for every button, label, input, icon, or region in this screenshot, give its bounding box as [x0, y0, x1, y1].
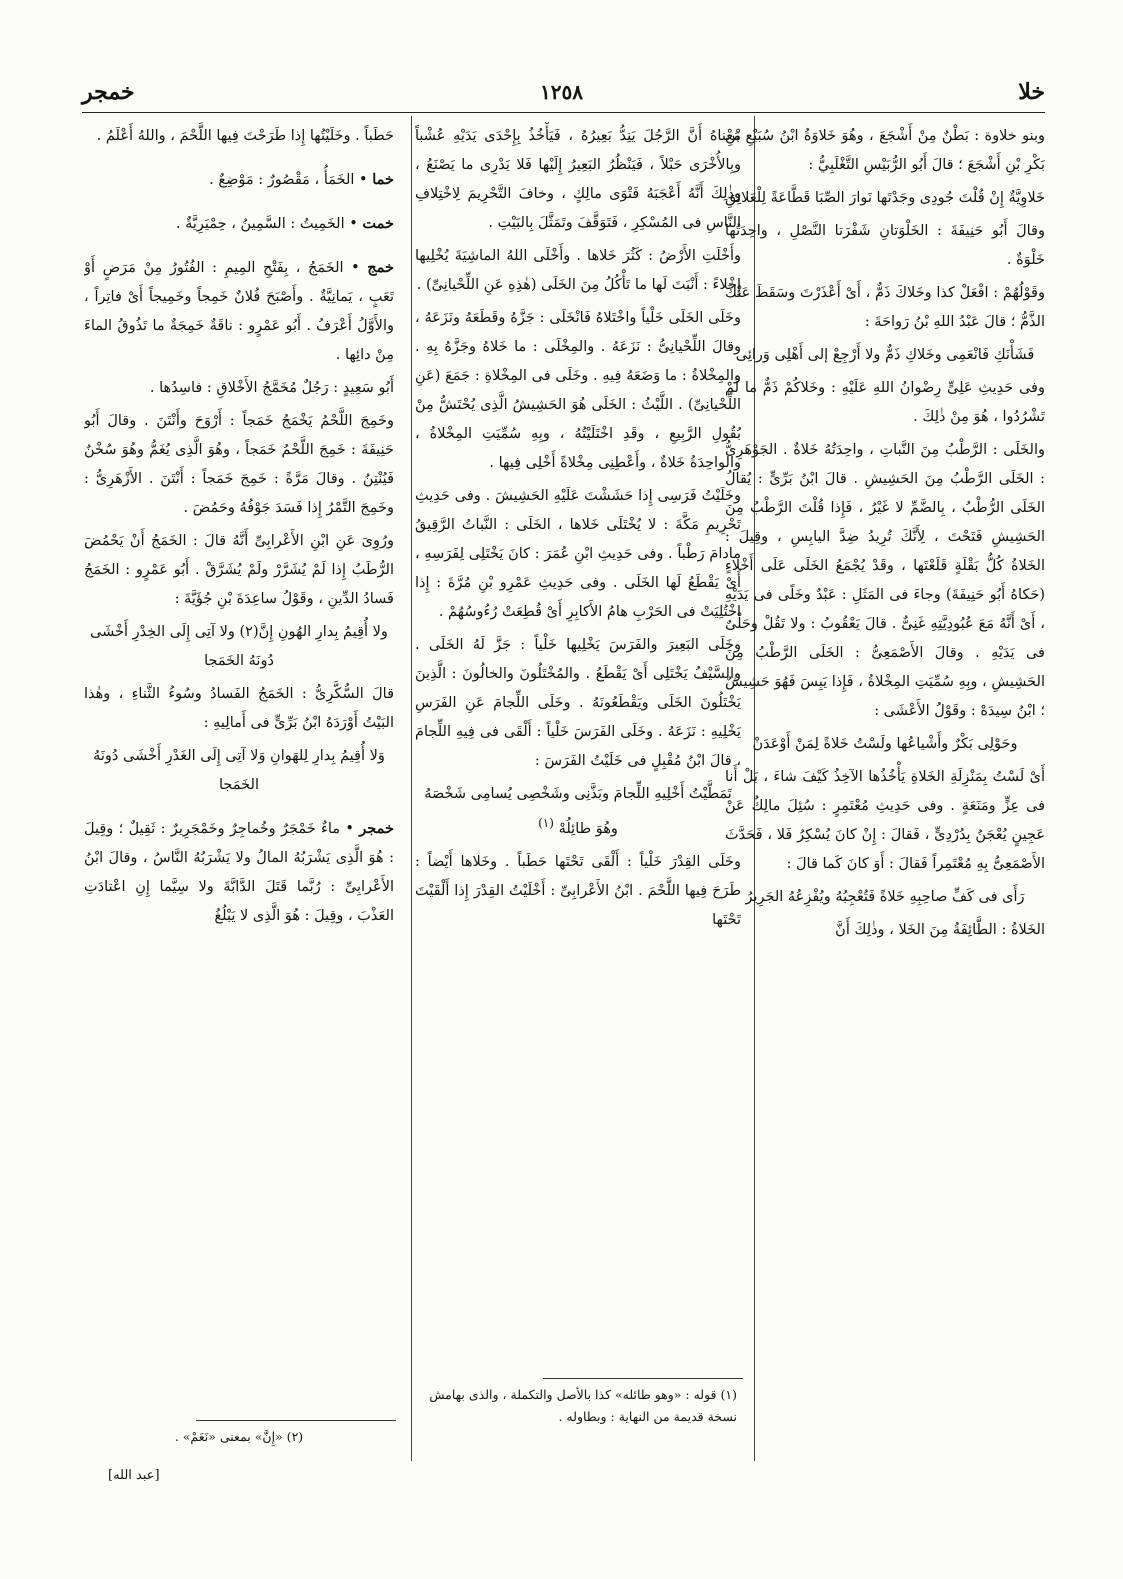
paragraph: وخَمِجَ اللَّحْمُ يَخْمَجُ خَمَجاً : أَرْوَحَ وأَنْتَنَ . وقالَ أَبُو حَنِيفَةَ : خَمِجَ اللَّحْمُ خَمَجاً ، وهُوَ الَّذِى يُغَمُّ وهُوَ سُخْنٌ فَيُنْتِنُ . وقالَ مَرَّةً : خَمِجَ خَمَجاً : أَنْتَنَ . الأَزْهَرِىُّ : وخَمِجَ التَّمْرُ إِذا فَسَدَ جَوْفُهُ وحَمُضَ . — [84, 413, 394, 516]
footnote-rule — [543, 1378, 743, 1379]
paragraph: حَطَباً . وخَلَيْتُها إِذا طَرَحْتَ فِيها اللَّحْمَ ، واللهُ أَعْلَمُ . — [96, 128, 394, 144]
dictionary-entry: خما • الخَمَأُ ، مَقْصُورٌ : مَوْضِعٌ . — [209, 171, 394, 188]
paragraph: وخَلَيْتُ فَرَسِى إِذا حَشَشْتَ عَلَيْهِ الحَشِيشَ . وفى حَدِيثِ تَحْرِيمِ مَكَّةَ : لا يُخْتَلَى خَلاها ، الخَلَى : النَّباتُ الرَّقِيقُ مادامَ رَطْباً . وفى حَدِيثِ ابْنِ عُمَرَ : كانَ يَخْتَلِى لِفَرَسِهِ ، أَىْ يَقْطَعُ لَها الخَلَى . وفى حَدِيثِ عَمْرِو بْنِ مُرَّةَ : إِذا اخْتُلِيَتْ فى الحَرْبِ هامُ الأَكابِرِ أَىْ قُطِعَتْ رُءُوسُهُمْ . — [415, 488, 741, 620]
column-left — [84, 122, 394, 1412]
paragraph: وبنو خلاوة : بَطْنٌ مِنْ أَشْجَعَ ، وهُوَ خَلاوَةُ ابْنُ سُبَيْعِ بْنِ بَكْرِ بْنِ أَشْجَعَ ؛ قالَ أَبُو الرُّبَيْسِ التَّغْلَبِيُّ : — [725, 128, 1045, 173]
column-divider-left — [411, 116, 412, 1461]
paragraph: مَعْناهُ أَنَّ الرَّجُلَ يَنِدُّ بَعِيرُهُ ، فَيَأْخُذُ بِإِحْدَى يَدَيْهِ عُشْباً وبِالأُخْرَى حَبْلاً ، فَيَنْظُرُ البَعِيرُ إِلَيْها فَلا يَدْرِى ما يَصْنَعُ ، وذٰلِكَ أَنَّهُ أَعْجَبَهُ فَتْوَى مالِكٍ ، وخافَ التَّحْرِيمَ لِاخْتِلافِ النَّاسِ فى المُسْكِرِ ، فَتَوَقَّفَ وتَمَثَّلَ بِالبَيْتِ . — [415, 128, 741, 231]
paragraph: أَبُو سَعِيدٍ : رَجُلٌ مُخَمَّجُ الأَخْلاقِ : فاسِدُها . — [149, 380, 394, 396]
editor-signature: [عبد الله] — [108, 1468, 160, 1483]
paragraph: وخَلَى البَعِيرَ والفَرَسَ يَخْلِيها خَلْياً : جَزَّ لَهُ الخَلَى . والسَّيْفُ يَخْتَلِى أَىْ يَقْطَعُ . والمُخْتَلُونَ والخالُونَ : الَّذِينَ يَخْتَلُونَ الخَلَى ويَقْطَعُونَهُ . وخَلَى اللِّجامَ عَنِ الفَرَسِ يَخْلِيهِ : نَزَعَهُ . وخَلَى الفَرَسَ خَلْياً : أَلْقَى فى فِيهِ اللِّجامَ ، قالَ ابْنُ مُقْبِلٍ فى خَلَيْتُ الفَرَسَ : — [415, 637, 741, 769]
verse-text: تَمَطَّيْتُ أَخْلِيهِ اللِّجامَ وبَذَّنِى وشَخْصِى يُسامِى شَخْصَهُ وهُوَ طائِلُهْ — [424, 786, 732, 837]
verse: ولا أُقِيمُ بِدارِ الهُونِ إِنَّ(٢) ولا آتِى إِلَى الخِدْرِ أَخْشَى دُونَهُ الخَمَجا — [90, 624, 388, 669]
column-right — [725, 122, 1045, 1462]
footnote: (١) قوله : «وهو طائله» كذا بالأصل والتكملة ، والذى بهامش نسخة قديمة من النهاية : وبطاوله . — [429, 1387, 737, 1424]
footnote: (٢) «إِنَّ» بمعنى «نَعَمْ» . — [174, 1429, 304, 1444]
verse: فَشَأْنَكِ فَانْعَمِى وخَلاكِ ذَمٌّ ولا أَرْجِعْ إلى أَهْلِى وَرائِى — [735, 347, 1035, 363]
entry-body: الخَمِيتُ : السَّمِينُ ، حِمْيَرِيَّةٌ . — [175, 216, 345, 232]
paragraph: وفى حَدِيثِ عَلِىٍّ رِضْوانُ اللهِ عَلَيْهِ : وخَلاكُمْ ذَمٌّ ما لَمْ تَشْرُدُوا ، هُوَ مِنْ ذٰلِكَ . — [725, 380, 1045, 425]
paragraph: ورُوِىَ عَنِ ابْنِ الأَعْرابِىِّ أَنَّهُ قالَ : الخَمَجُ أَنْ يَحْمُضَ الرُّطَبُ إِذا لَمْ يُشَرَّرْ ولَمْ يُشَرَّقْ . أَبُو عَمْرٍو : الخَمَجُ فَسادُ الدِّينِ ، وقَوْلُ ساعِدَةَ بْنِ جُؤَيَّةَ : — [84, 533, 394, 607]
verse: وَلا أُقِيمُ بِدارِ لِلهَوانِ وَلا آتِى إِلَى الغَدْرِ أَخْشَى دُونَهُ الخَمَجا — [93, 748, 385, 793]
paragraph: أَىْ لَسْتُ بِمَنْزِلَةِ الخَلاةِ يَأْخُذُها الآخِذُ كَيْفَ شاءَ ، بَلْ أَنا فى عِزٍّ ومَنَعَةٍ . وفى حَدِيثِ مُعْتَمِرٍ : سُئِلَ مالِكٌ عَنْ عَجِينٍ يُعْجَنُ بِدُرْدِىٍّ ، فَقالَ : إِنْ كانَ يُسْكِرُ فَلا ، فَحَدَّثَ الأَصْمَعِىُّ بِهِ مُعْتَمِراً فَقالَ : أَوَ كانَ كَما قالَ : — [725, 769, 1045, 872]
entry-body: ماءٌ خَمْجَرٌ وخُماجِرٌ وخَمْجَرِيرٌ : ثَقِيلٌ ؛ وقِيلَ : هُوَ الَّذِى يَشْرَبُهُ المالُ ولا يَشْرَبُهُ النَّاسُ ، وقالَ ابْنُ الأَعْرابِىِّ : رُبَّما قَتَلَ الدَّابَّةَ ولا سِيَّما إِنِ اعْتادَتِ العَذْبَ ، وقِيلَ : هُوَ الَّذِى لا يَبْلُغُ — [84, 821, 394, 924]
footnote-rule — [196, 1420, 396, 1421]
paragraph: وخَلَى الخَلَى خَلْياً واخْتَلاهُ فَانْخَلَى : جَزَّهُ وقَطَعَهُ ونَزَعَهُ ، وقالَ اللِّحْيانِىُّ : نَزَعَهُ . والمِخْلَى : ما خَلاهُ وجَزَّهُ بِهِ . والمِخْلاةُ : ما وَضَعَهُ فِيهِ . وخَلَى فى المِخْلاةِ : جَمَعَ (عَنِ اللِّحْيانِىِّ) . اللَّيْثُ : الخَلَى هُوَ الحَشِيشُ الَّذِى يُحْتَشُّ مِنْ بُقُولِ الرَّبِيعِ ، وقَدِ اخْتَلَيْتُهُ ، وبِهِ سُمِّيَتِ المِخْلاةُ ، والواحِدَةُ خَلاةٌ ، وأَعْطِنِى مِخْلاةً أَخْلِى فِيها . — [415, 310, 741, 471]
dictionary-entry: خمت • الخَمِيتُ : السَّمِينُ ، حِمْيَرِيَّةٌ . — [175, 215, 394, 232]
paragraph: وقَوْلُهُمْ : افْعَلْ كذا وخَلاكَ ذَمٌّ ، أَىْ أَعْذَرْتَ وسَقَطَ عَنْكَ الذَّمُّ ؛ قالَ عَبْدُ اللهِ بْنُ رَواحَةَ : — [725, 285, 1045, 330]
paragraph: قالَ السُّكَّرِىُّ : الخَمَجُ الفَسادُ وسُوءُ الثَّناءِ ، وهٰذا البَيْتُ أَوْرَدَهُ ابْنُ بَرِّىٍّ فى أَمالِيهِ : — [84, 686, 394, 731]
page-number: ١٢٥٨ — [540, 80, 583, 104]
header-rule — [82, 112, 1045, 113]
verse — [415, 780, 741, 844]
verse: خَلاوِيَّةٌ إِنْ قُلْتَ جُودِى وجَدْتَها نَوارَ الصِّبَا قَطَّاعَةً لِلْعَلائِقِ — [725, 190, 1045, 206]
verse: رَأَى فى كَفِّ صاحِبِهِ خَلاةً فَتُعْجِبُهُ ويُفْزِعُهُ الجَرِيرُ — [745, 889, 1025, 905]
entry-headword: خما — [372, 171, 394, 188]
verse: وحَوْلِى بَكْرٌ وأَشْياعُها ولَسْتُ خَلاةً لِمَنْ أَوْعَدَنْ — [752, 736, 1018, 752]
paragraph: والخَلَى : الرَّطْبُ مِنَ النَّباتِ ، واحِدَتُهُ خَلاةٌ . الجَوْهَرِىُّ : الخَلَى الرَّطْبُ مِنَ الحَشِيشِ . قالَ ابْنُ بَرِّىٍّ : يُقالُ الخَلَى الرُّطْبُ ، بِالضَّمِّ لا غَيْرُ ، فَإِذا قُلْتَ الرَّطْبُ مِنَ الحَشِيشِ فَتَحْتَ ، لِأَنَّكَ تُرِيدُ ضِدَّ اليابِسِ ، وقِيلَ : الخَلاةُ كُلُّ بَقْلَةٍ قَلَعْتَها ، وقَدْ يُجْمَعُ الخَلَى عَلَى أَخْلاءٍ (حَكاهُ أَبُو حَنِيفَةَ) وجاءَ فى المَثَلِ : عَبْدٌ وخَلًى فى يَدَيْهِ ، أَىْ أَنَّهُ مَعَ عُبُودِيَّتِهِ غَنِىٌّ . قالَ يَعْقُوبُ : ولا تَقُلْ وحَلْىٌ فى يَدَيْهِ . وقالَ الأَصْمَعِىُّ : الخَلَى الرَّطْبُ مِنَ الحَشِيشِ ، وبِهِ سُمِّيَتِ المِخْلاةُ ، فَإِذا يَبِسَ فَهُوَ حَشِيشٌ ؛ ابْنُ سِيدَهْ : وقَوْلُ الأَعْشَى : — [725, 442, 1045, 719]
dictionary-entry: خمجر • ماءٌ خَمْجَرٌ وخُماجِرٌ وخَمْجَرِيرٌ : ثَقِيلٌ ؛ وقِيلَ : هُوَ الَّذِى يَشْرَبُهُ المالُ ولا يَشْرَبُهُ النَّاسُ ، وقالَ ابْنُ الأَعْرابِىِّ : رُبَّما قَتَلَ الدَّابَّةَ ولا سِيَّما إِنِ اعْتادَتِ العَذْبَ ، وقِيلَ : هُوَ الَّذِى لا يَبْلُغُ — [84, 820, 394, 924]
paragraph: وخَلَى القِدْرَ خَلْياً : أَلْقَى تَحْتَها حَطَباً . وخَلاها أَيْضاً : طَرَحَ فِيها اللَّحْمَ . ابْنُ الأَعْرابِىِّ : أَخْلَيْتُ القِدْرَ إِذا أَلْقَيْتَ تَحْتَها — [415, 853, 741, 928]
column-middle — [415, 122, 741, 1372]
entry-headword: خمجر — [359, 820, 394, 837]
dictionary-entry: خمج • الخَمَجُ ، بِفَتْحِ المِيمِ : الفُتُورُ مِنْ مَرَضٍ أَوْ تَعَبٍ ، يَمانِيَّةٌ . وأَصْبَحَ فُلانٌ خَمِجاً وخَمِيجاً أَىْ فاتِراً ، والأَوَّلُ أَعْرَفُ . أَبُو عَمْرٍو : ناقَةٌ خَمِجَةٌ ما تَذُوقُ الماءَ مِنْ دائِها . — [84, 259, 394, 363]
footnote-marker: (١) — [538, 816, 554, 830]
paragraph: وقالَ أَبُو حَنِيفَةَ : الخَلْوَتانِ شَفْرَتا النَّصْلِ ، واحِدَتُها خَلْوَةٌ . — [725, 223, 1045, 268]
header-catchword-left: خمجر — [82, 79, 135, 105]
entry-headword: خمت — [362, 215, 394, 232]
entry-body: الخَمَأُ ، مَقْصُورٌ : مَوْضِعٌ . — [209, 172, 355, 188]
entry-body: الخَمَجُ ، بِفَتْحِ المِيمِ : الفُتُورُ مِنْ مَرَضٍ أَوْ تَعَبٍ ، يَمانِيَّةٌ . وأَصْبَحَ فُلانٌ خَمِجاً وخَمِيجاً أَىْ فاتِراً ، والأَوَّلُ أَعْرَفُ . أَبُو عَمْرٍو : ناقَةٌ خَمِجَةٌ ما تَذُوقُ الماءَ مِنْ دائِها . — [84, 260, 394, 363]
paragraph: الخَلاةُ : الطَّائِفَةُ مِنَ الخَلا ، وذٰلِكَ أَنَّ — [835, 922, 1045, 938]
paragraph: وأَخْلَتِ الأَرْضُ : كَثُرَ خَلاها . وأَخْلَى اللهُ الماشِيَةَ يُخْلِيها إِخْلاءً : أَنْبَتَ لَها ما تَأْكُلُ مِنَ الخَلَى (هٰذِهِ عَنِ اللِّحْيانِىِّ) . — [415, 248, 741, 293]
header-catchword-right: خلا — [1018, 79, 1045, 105]
entry-headword: خمج — [367, 259, 394, 276]
